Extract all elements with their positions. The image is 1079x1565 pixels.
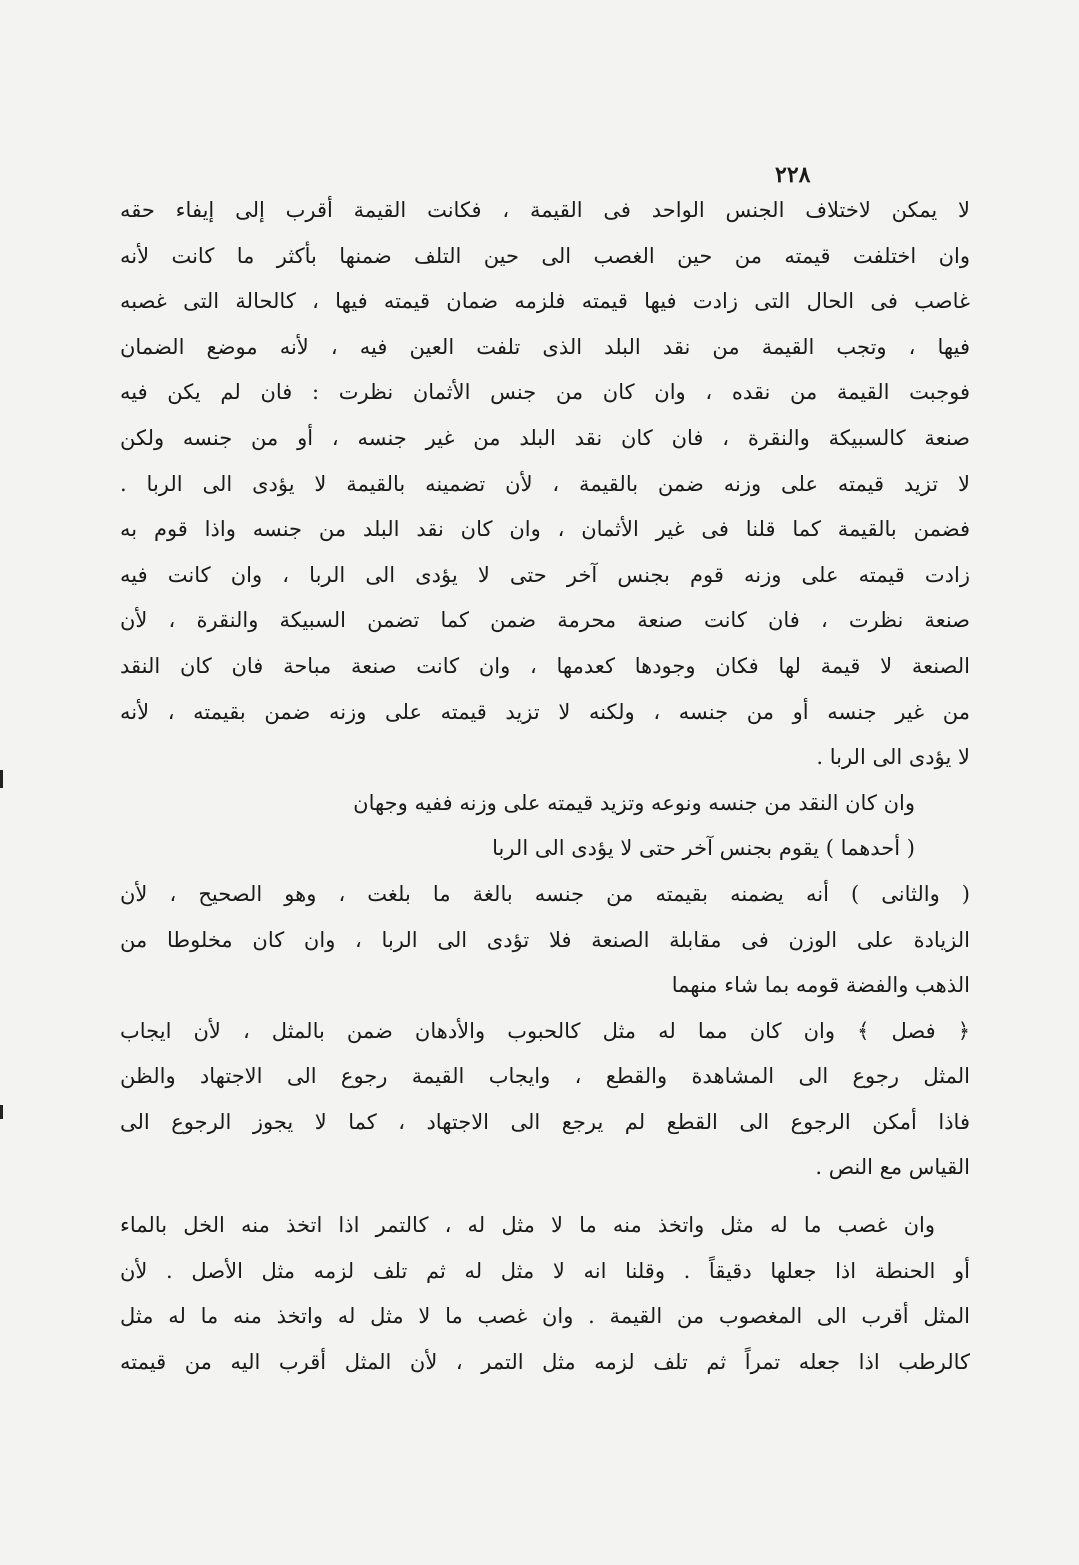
text-line: غاصب فى الحال التى زادت فيها قيمته فلزمه ضمان قيمته فيها ، كالحالة التى غصبه — [120, 289, 970, 314]
text-line: لا تزيد قيمته على وزنه ضمن بالقيمة ، لأن تضمينه بالقيمة لا يؤدى الى الربا . — [120, 471, 970, 496]
text-line: القياس مع النص . — [815, 1155, 970, 1180]
text-line: ( أحدهما ) يقوم بجنس آخر حتى لا يؤدى الى الربا — [492, 836, 915, 861]
text-line: وان غصب ما له مثل واتخذ منه ما لا مثل له ، كالتمر اذا اتخذ منه الخل بالماء — [120, 1213, 935, 1238]
scan-edge-mark — [0, 1105, 3, 1119]
text-line: ( والثانى ) أنه يضمنه بقيمته من جنسه بالغة ما بلغت ، وهو الصحيح ، لأن — [120, 881, 970, 906]
scan-edge-mark — [0, 770, 3, 788]
text-line: وان اختلفت قيمته من حين الغصب الى حين التلف ضمنها بأكثر ما كانت لأنه — [120, 243, 970, 268]
page-number: ٢٢٨ — [775, 162, 811, 188]
text-line: صنعة نظرت ، فان كانت صنعة محرمة ضمن كما تضمن السبيكة والنقرة ، لأن — [120, 608, 970, 633]
text-line: من غير جنسه أو من جنسه ، ولكنه لا تزيد قيمته على وزنه ضمن بقيمته ، لأنه — [120, 699, 970, 724]
text-line: فضمن بالقيمة كما قلنا فى غير الأثمان ، وان كان نقد البلد من جنسه واذا قوم به — [120, 517, 970, 542]
text-line: فيها ، وتجب القيمة من نقد البلد الذى تلفت العين فيه ، لأنه موضع الضمان — [120, 334, 970, 359]
text-line: فاذا أمكن الرجوع الى القطع لم يرجع الى الاجتهاد ، كما لا يجوز الرجوع الى — [120, 1109, 970, 1134]
text-line: الذهب والفضة قومه بما شاء منهما — [671, 973, 970, 998]
text-line: لا يؤدى الى الربا . — [816, 745, 970, 770]
text-line: وان كان النقد من جنسه ونوعه وتزيد قيمته على وزنه ففيه وجهان — [353, 790, 915, 815]
text-line: المثل أقرب الى المغصوب من القيمة . وان غصب ما لا مثل له واتخذ منه ما له مثل — [120, 1304, 970, 1329]
text-line: صنعة كالسبيكة والنقرة ، فان كان نقد البلد من غير جنسه ، أو من جنسه ولكن — [120, 425, 970, 450]
page-body — [120, 188, 970, 1385]
text-line: لا يمكن لاختلاف الجنس الواحد فى القيمة ، فكانت القيمة أقرب إلى إيفاء حقه — [120, 198, 970, 222]
text-line: أو الحنطة اذا جعلها دقيقاً . وقلنا انه لا مثل له ثم تلف لزمه مثل الأصل . لأن — [120, 1258, 970, 1283]
text-line: كالرطب اذا جعله تمراً ثم تلف لزمه مثل التمر ، لأن المثل أقرب اليه من قيمته — [120, 1349, 970, 1374]
text-line: الزيادة على الوزن فى مقابلة الصنعة فلا تؤدى الى الربا ، وان كان مخلوطا من — [120, 927, 970, 952]
text-line: فوجبت القيمة من نقده ، وان كان من جنس الأثمان نظرت : فان لم يكن فيه — [120, 380, 970, 405]
paragraph-gap — [120, 1191, 970, 1203]
text-line: الصنعة لا قيمة لها فكان وجودها كعدمها ، وان كانت صنعة مباحة فان كان النقد — [120, 653, 970, 678]
text-line: زادت قيمته على وزنه قوم بجنس آخر حتى لا يؤدى الى الربا ، وان كانت فيه — [120, 562, 970, 587]
text-line: المثل رجوع الى المشاهدة والقطع ، وايجاب القيمة رجوع الى الاجتهاد والظن — [120, 1064, 970, 1089]
section-heading-line: ﴿ فصل ﴾ وان كان مما له مثل كالحبوب والأدهان ضمن بالمثل ، لأن ايجاب — [120, 1018, 970, 1043]
